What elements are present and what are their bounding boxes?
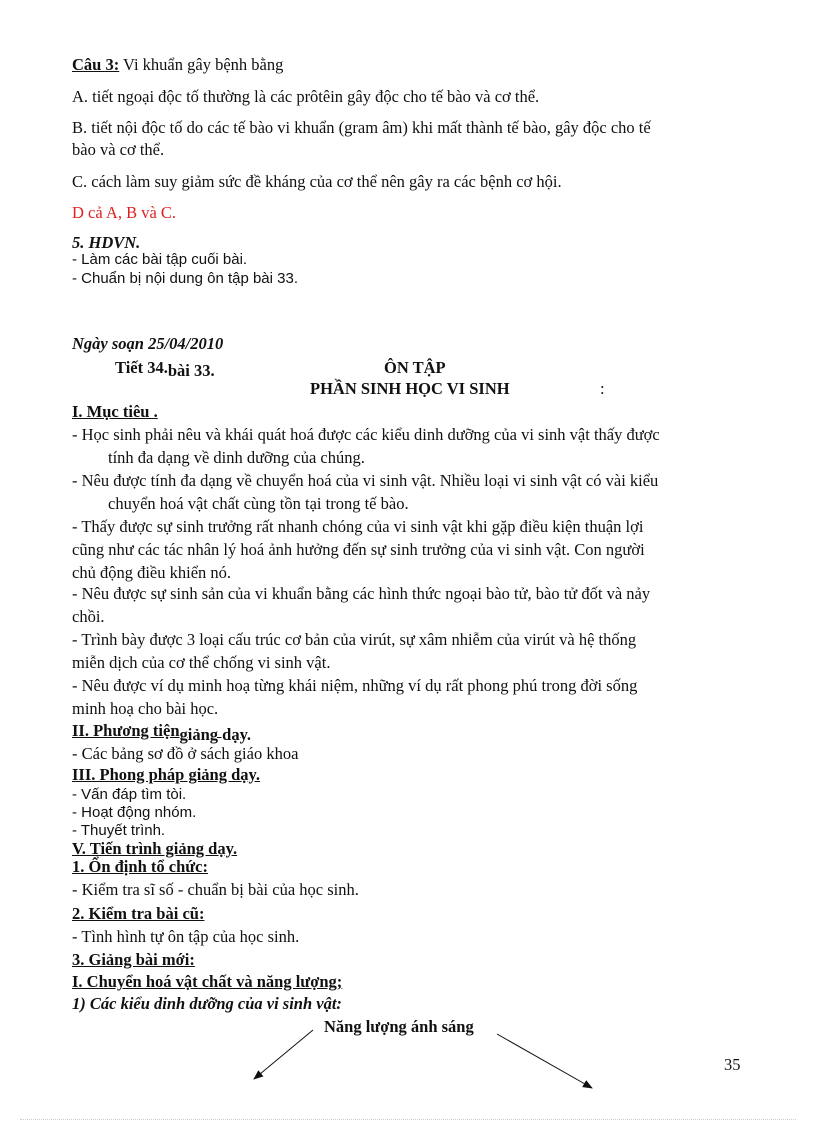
objective-5b: miễn dịch của cơ thể chống vi sinh vật. [72,653,331,672]
objective-3a: - Thấy được sự sinh trưởng rất nhanh chóng của vi sinh vật khi gặp điều kiện thuận lợi [72,517,644,536]
section-2-item: - Các bảng sơ đồ ở sách giáo khoa [72,744,299,763]
hdvn-item-1: - Làm các bài tập cuối bài. [72,251,248,268]
section-1-title: I. Mục tiêu . [72,402,158,421]
lesson-period-tiet: Tiết 34. [115,358,168,377]
hdvn-item-2: - Chuẩn bị nội dung ôn tập bài 33. [72,270,299,287]
objective-3c: chủ động điều khiển nó. [72,563,232,582]
subsection-1-title: 1) Các kiểu dinh dưỡng của vi sinh vật: [72,994,342,1013]
option-c: C. cách làm suy giảm sức đề kháng của cơ thể nên gây ra các bệnh cơ hội. [72,172,562,191]
step-1-text: - Kiểm tra sĩ số - chuẩn bị bài của học sinh. [72,880,359,899]
objective-3b: cũng như các tác nhân lý hoá ảnh hưởng đến sự sinh trưởng của vi sinh vật. Con người [72,540,645,559]
section-2-title-a: II. Phương tiện [72,721,180,740]
section-3-title: III. Phong pháp giảng dạy. [72,765,261,784]
section-2-title [72,721,252,744]
question-3 [72,55,283,75]
section-3-item-1: - Vấn đáp tìm tòi. [72,786,187,803]
question-3-label: Câu 3: [72,55,120,74]
stray-mark: : [600,379,605,398]
objective-5a: - Trình bày được 3 loại cấu trúc cơ bản của virút, sự xâm nhiễm của virút và hệ thống [72,630,637,649]
option-d-answer: D cả A, B và C. [72,203,177,222]
diagram-arrow-right [497,1034,592,1088]
lesson-title-1: ÔN TẬP [384,358,446,377]
section-3-item-3: - Thuyết trình. [72,822,166,839]
section-2-title-b: giảng dạy. [179,725,252,744]
objective-6a: - Nêu được ví dụ minh hoạ từng khái niệm, những ví dụ rất phong phú trong đời sống [72,676,638,695]
lesson-period-bai: bài 33. [167,361,215,380]
lesson-period [115,358,215,378]
question-3-text: Vi khuẩn gây bệnh bằng [123,55,284,74]
page-number: 35 [724,1055,741,1074]
section-3-item-2: - Hoạt động nhóm. [72,804,197,821]
objective-4b: chồi. [72,607,105,626]
lesson-title-2: PHẦN SINH HỌC VI SINH [310,379,510,398]
step-3-title: 3. Giảng bài mới: [72,950,195,969]
option-b-line-2: bào và cơ thể. [72,140,165,159]
objective-2b: chuyển hoá vật chất cùng tồn tại trong tế bào. [108,494,409,513]
option-b-line-1: B. tiết nội độc tố do các tế bào vi khuẩn (gram âm) khi mất thành tế bào, gây độc cho tế [72,118,651,137]
hdvn-title: 5. HDVN. [72,233,141,252]
section-5-title: V. Tiến trình giảng dạy. [72,839,238,858]
diagram-arrow-left [254,1030,313,1079]
objective-2a: - Nêu được tính đa dạng về chuyển hoá của vi sinh vật. Nhiều loại vi sinh vật có vài kiểu [72,471,659,490]
step-2-text: - Tình hình tự ôn tập của học sinh. [72,927,300,946]
objective-1b: tính đa dạng về dinh dưỡng của chúng. [108,448,365,467]
part-1-title: I. Chuyển hoá vật chất và năng lượng; [72,972,343,991]
objective-6b: minh hoạ cho bài học. [72,699,219,718]
diagram-light-energy-label: Năng lượng ánh sáng [324,1017,474,1036]
lesson-date: Ngày soạn 25/04/2010 [72,334,224,353]
objective-4a: - Nêu được sự sinh sản của vi khuẩn bằng các hình thức ngoại bào tử, bào tử đốt và nảy [72,584,651,603]
footer-divider [20,1119,796,1120]
objective-1a: - Học sinh phải nêu và khái quát hoá được các kiểu dinh dưỡng của vi sinh vật thấy được [72,425,660,444]
option-a: A. tiết ngoại độc tố thường là các prôtêin gây độc cho tế bào và cơ thể. [72,87,540,106]
step-1-title: 1. Ổn định tổ chức: [72,857,208,876]
step-2-title: 2. Kiểm tra bài cũ: [72,904,205,923]
